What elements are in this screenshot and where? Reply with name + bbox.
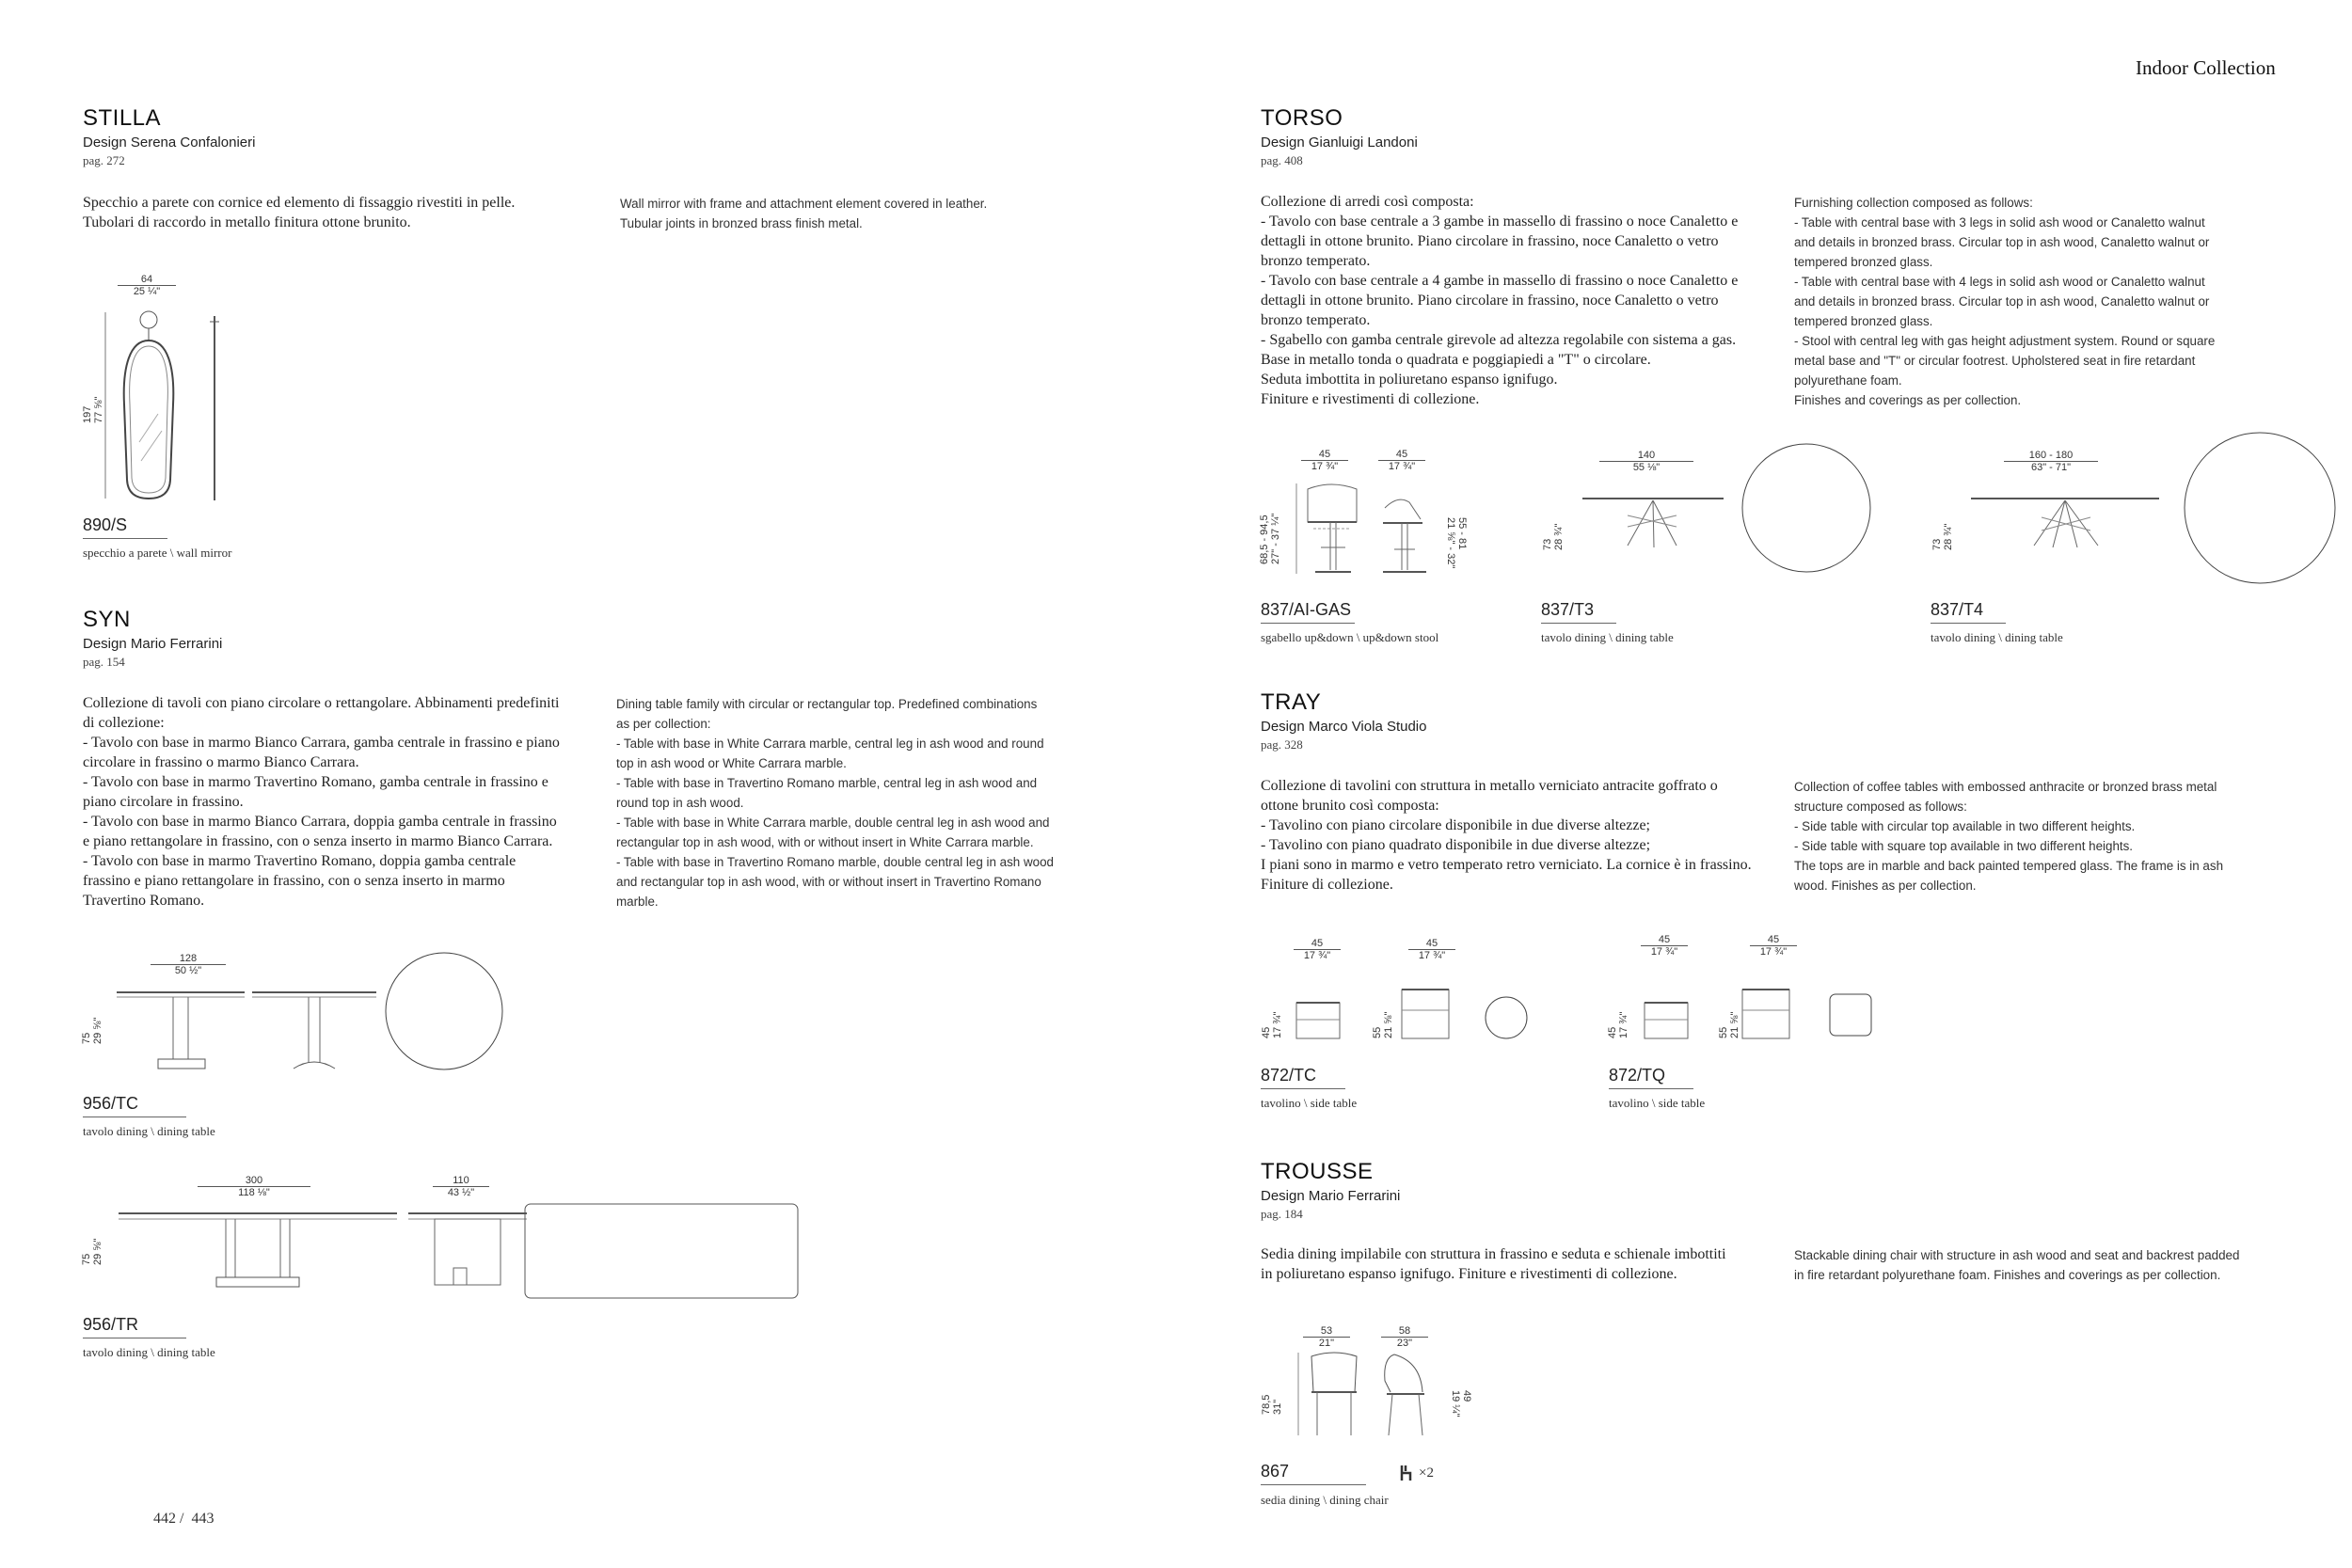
code-underline	[1261, 1088, 1345, 1089]
product-title: TORSO	[1261, 105, 1343, 131]
dim-width: 45 17 ¾"	[1750, 934, 1797, 958]
mirror-drawing	[85, 301, 235, 517]
product-code: 872/TC	[1261, 1066, 1317, 1085]
side-table-square-drawing	[1637, 978, 1882, 1044]
description-it: Collezione di tavoli con piano circolare o rettangolare. Abbinamenti predefiniti di collezione: - Tavolo con base in marmo Bianco Carrara, gamba centrale in frassino e piano circolare in frassino o marmo Bianco Carrara. - Tavolo con base in marmo Travertino Romano, gamba centrale in frassino e piano circolare in frassino. - Tavolo con base in marmo Bianco Carrara, doppia gamba centrale in frassino e piano rettangolare in frassino, con o senza inserto in marmo Bianco Carrara. - Tavolo con base in marmo Travertino Romano, doppia gamba centrale frassino e piano rettangolare in frassino, con o senza inserto in marmo Travertino Romano.	[83, 695, 560, 909]
product-title: TROUSSE	[1261, 1159, 1374, 1184]
product-caption: specchio a parete \ wall mirror	[83, 546, 232, 560]
product-code: 867	[1261, 1462, 1290, 1481]
description-it: Sedia dining impilabile con struttura in frassino e seduta e schienale imbottiti in poliuretano espanso ignifugo. Finiture e rivestimenti di collezione.	[1261, 1246, 1726, 1282]
code-underline	[1931, 623, 2006, 624]
dim-height: 55 21 ⅝"	[1372, 1011, 1394, 1038]
page-reference: pag. 184	[1261, 1207, 1303, 1221]
product-caption: sedia dining \ dining chair	[1261, 1493, 1389, 1507]
product-code: 956/TR	[83, 1315, 139, 1334]
dim-width: 160 - 180 63" - 71"	[2004, 450, 2098, 473]
product-caption: tavolo dining \ dining table	[1541, 630, 1674, 644]
product-code: 837/AI-GAS	[1261, 600, 1352, 619]
product-code: 872/TQ	[1609, 1066, 1666, 1085]
dim-width: 45 17 ¾"	[1294, 938, 1341, 961]
dim-height: 45 17 ¾"	[1261, 1011, 1283, 1038]
product-code: 837/T4	[1931, 600, 1984, 619]
dim-height: 73 28 ¾"	[1542, 523, 1565, 550]
product-designer: Design Marco Viola Studio	[1261, 719, 1427, 735]
page-reference: pag. 272	[83, 153, 125, 167]
product-caption: tavolo dining \ dining table	[83, 1124, 215, 1138]
dim-height: 197 77 ⅝"	[82, 396, 104, 423]
stack-quantity: ×2	[1419, 1465, 1434, 1481]
dim-height: 73 28 ¾"	[1931, 523, 1954, 550]
dim-width: 45 17 ¾"	[1378, 449, 1425, 472]
rect-table-drawing	[94, 1185, 809, 1298]
dim-width: 128 50 ½"	[151, 953, 226, 976]
code-underline	[1261, 1484, 1366, 1485]
product-caption: tavolo dining \ dining table	[83, 1345, 215, 1359]
description-en: Collection of coffee tables with embossed anthracite or bronzed brass metal structure composed as follows: - Side table with circular top available in two different heights. - Side table with square top available in two different heights. The tops are in marble and back painted tempered glass. The frame is in ash wood. Finishes as per collection.	[1794, 780, 2224, 893]
product-caption: tavolino \ side table	[1261, 1096, 1358, 1110]
dim-height: 45 17 ¾"	[1607, 1011, 1629, 1038]
product-caption: sgabello up&down \ up&down stool	[1261, 630, 1439, 644]
dim-width: 300 118 ⅛"	[198, 1175, 310, 1198]
table-t4-drawing	[1966, 442, 2333, 593]
product-code: 837/T3	[1541, 600, 1595, 619]
code-underline	[1541, 623, 1616, 624]
table-t3-drawing	[1571, 442, 1872, 593]
dim-depth: 110 43 ½"	[433, 1175, 489, 1198]
code-underline	[1609, 1088, 1693, 1089]
dim-height: 68,5 - 94,5 27" - 37 ¼"	[1259, 513, 1281, 564]
dim-height: 78,5 31"	[1261, 1394, 1283, 1415]
product-title: TRAY	[1261, 689, 1322, 715]
round-table-drawing	[94, 950, 508, 1082]
stool-drawing	[1289, 470, 1458, 578]
dim-width: 45 17 ¾"	[1641, 934, 1688, 958]
page-reference: pag. 408	[1261, 153, 1303, 167]
product-designer: Design Serena Confalonieri	[83, 135, 256, 150]
product-code: 890/S	[83, 515, 128, 534]
product-title: SYN	[83, 607, 131, 632]
chair-drawing	[1289, 1345, 1458, 1439]
dim-height: 55 21 ⅝"	[1718, 1011, 1740, 1038]
page-reference: pag. 328	[1261, 737, 1303, 752]
dim-seat-height: 55 - 81 21 ⅝" - 32"	[1445, 517, 1468, 569]
collection-title: Indoor Collection	[2136, 56, 2276, 79]
side-table-round-drawing	[1289, 978, 1543, 1044]
product-code: 956/TC	[83, 1094, 139, 1113]
stackable-chair-icon	[1399, 1464, 1416, 1482]
dim-width: 45 17 ¾"	[1301, 449, 1348, 472]
product-designer: Design Mario Ferrarini	[83, 636, 223, 652]
dim-height: 75 29 ⅝"	[81, 1238, 103, 1265]
dim-width: 45 17 ¾"	[1408, 938, 1455, 961]
product-designer: Design Gianluigi Landoni	[1261, 135, 1418, 150]
description-it: Collezione di arredi così composta: - Tavolo con base centrale a 3 gambe in massello di frassino o noce Canaletto e dettagli in ottone brunito. Piano circolare in frassino, noce Canaletto o vetro bronzo temperato. - Tavolo con base centrale a 4 gambe in massello di frassino o noce Canaletto e dettagli in ottone brunito. Piano circolare in frassino, noce Canaletto o vetro bronzo temperato. - Sgabello con gamba centrale girevole ad altezza regolabile con sistema a gas. Base in metallo tonda o quadrata e poggiapiedi a "T" o circolare. Seduta imbottita in poliuretano espanso ignifugo. Finiture e rivestimenti di collezione.	[1261, 194, 1739, 407]
description-en: Furnishing collection composed as follows: - Table with central base with 3 legs in solid ash wood or Canaletto walnut and details in bronzed brass. Circular top in ash wood, Canaletto walnut or tempered bronzed glass. - Table with central base with 4 legs in solid ash wood or Canaletto walnut and details in bronzed brass. Circular top in ash wood, Canaletto walnut or tempered bronzed glass. - Stool with central leg with gas height adjustment system. Round or square metal base and "T" or circular footrest. Upholstered seat in fire retardant polyurethane foam. Finishes and coverings as per collection.	[1794, 196, 2216, 407]
code-underline	[1261, 623, 1355, 624]
dim-width: 140 55 ⅛"	[1599, 450, 1693, 473]
product-title: STILLA	[83, 105, 162, 131]
dim-width: 64 25 ¼"	[118, 274, 176, 297]
page-reference: pag. 154	[83, 655, 125, 669]
description-it: Specchio a parete con cornice ed elemento di fissaggio rivestiti in pelle. Tubolari di raccordo in metallo finitura ottone brunito.	[83, 195, 516, 230]
product-caption: tavolo dining \ dining table	[1931, 630, 2063, 644]
dim-depth: 58 23"	[1381, 1325, 1428, 1349]
page-numbers: 442 / 443	[153, 1511, 215, 1527]
description-en: Dining table family with circular or rectangular top. Predefined combinations as per collection: - Table with base in White Carrara marble, central leg in ash wood and round top in ash wood or White Carrara marble. - Table with base in Travertino Romano marble, central leg in ash wood and round top in ash wood. - Table with base in White Carrara marble, double central leg in ash wood and rectangular top in ash wood, with or without insert in White Carrara marble. - Table with base in Travertino Romano marble, double central leg in ash wood and rectangular top in ash wood, with or without insert in Travertino Romano marble.	[616, 697, 1054, 909]
description-it: Collezione di tavolini con struttura in metallo verniciato antracite goffrato o ottone brunito così composta: - Tavolino con piano circolare disponibile in due diverse altezze; - Tavolino con piano quadrato disponibile in due diverse altezze; I piani sono in marmo e vetro temperato retro verniciato. La cornice è in frassino. Finiture di collezione.	[1261, 778, 1752, 893]
description-en: Wall mirror with frame and attachment element covered in leather. Tubular joints in bronzed brass finish metal.	[620, 197, 988, 230]
dim-seat-height: 49 19 ¼"	[1450, 1390, 1472, 1418]
dim-width: 53 21"	[1303, 1325, 1350, 1349]
product-designer: Design Mario Ferrarini	[1261, 1188, 1401, 1204]
product-caption: tavolino \ side table	[1609, 1096, 1706, 1110]
description-en: Stackable dining chair with structure in ash wood and seat and backrest padded in fire retardant polyurethane foam. Finishes and coverings as per collection.	[1794, 1248, 2240, 1282]
dim-height: 75 29 ⅝"	[81, 1017, 103, 1044]
code-underline	[83, 538, 167, 539]
